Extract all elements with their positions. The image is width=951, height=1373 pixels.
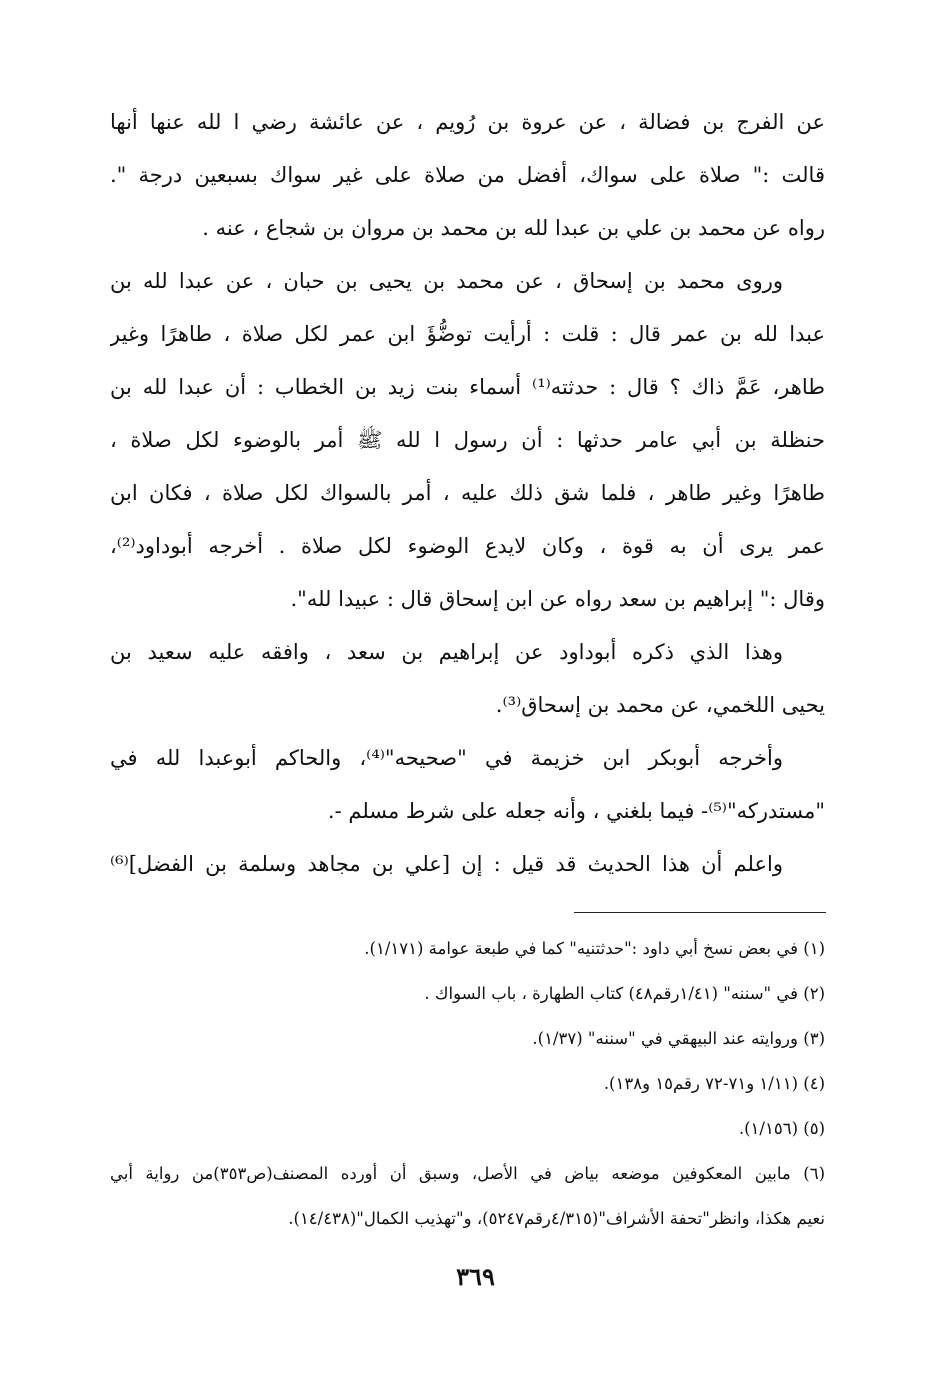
text-line: طاهرًا وغير طاهر ، فلما شق ذلك عليه ، أمر بالسواك لكل صلاة ، فكان ابن [110,481,825,505]
text-line: وقال :" إبراهيم بن سعد رواه عن ابن إسحاق قال : عبيدا لله". [290,587,825,611]
text-line: عن الفرج بن فضالة ، عن عروة بن رُويم ، عن عائشة رضي ا لله عنها أنها [110,110,825,134]
footnote-separator [574,912,826,913]
text-line: يحيى اللخمي، عن محمد بن إسحاق⁽³⁾. [495,693,825,717]
text-line: حنظلة بن أبي عامر حدثها : أن رسول ا لله ﷺ أمر بالوضوء لكل صلاة ، [110,428,825,452]
footnote: (٢) في "سننه" (١/٤١رقم٤٨) كتاب الطهارة ، باب السواك . [424,984,825,1003]
footnote: (٣) وروايته عند البيهقي في "سننه" (١/٣٧). [532,1029,825,1048]
footnote: (١) في بعض نسخ أبي داود :"حدثتنيه" كما في طبعة عوامة (١/١٧١). [364,939,825,958]
text-line: عمر يرى أن به قوة ، وكان لايدع الوضوء لكل صلاة . أخرجه أبوداود⁽²⁾، [110,534,825,558]
main-text [110,96,825,891]
text-line: "مستدركه"⁽⁵⁾- فيما بلغني ، وأنه جعله على شرط مسلم -. [327,799,825,823]
footnote-continuation: نعيم هكذا، وانظر"تحفة الأشراف"(٤/٣١٥رقم٥٢٤٧)، و"تهذيب الكمال"(١٤/٤٣٨). [288,1209,825,1228]
text-line: عبدا لله بن عمر قال : قلت : أرأيت توضُّؤَ ابن عمر لكل صلاة ، طاهرًا وغير [110,322,825,346]
text-line: قالت :" صلاة على سواك، أفضل من صلاة على غير سواك بسبعين درجة ". [110,163,825,187]
footnote: (٦) مابين المعكوفين موضعه بياض في الأصل، وسبق أن أورده المصنف(ص٣٥٣)من رواية أبي [110,1164,825,1183]
footnotes [110,926,825,1241]
text-line: وأخرجه أبوبكر ابن خزيمة في "صحيحه"⁽⁴⁾، والحاكم أبوعبدا لله في [110,746,783,770]
footnote: (٤) (١/١١ و٧١-٧٢ رقم١٥ و١٣٨). [603,1074,825,1093]
text-line: وهذا الذي ذكره أبوداود عن إبراهيم بن سعد ، وافقه عليه سعيد بن [110,640,783,664]
text-line: طاهر، عَمَّ ذاك ؟ قال : حدثته⁽¹⁾ أسماء بنت زيد بن الخطاب : أن عبدا لله بن [110,375,825,399]
page-number: ٣٦٩ [456,1262,495,1291]
text-line: واعلم أن هذا الحديث قد قيل : إن [علي بن مجاهد وسلمة بن الفضل]⁽⁶⁾ [110,852,783,876]
text-line: رواه عن محمد بن علي بن عبدا لله بن محمد بن مروان بن شجاع ، عنه . [202,216,825,240]
text-line: وروى محمد بن إسحاق ، عن محمد بن يحيى بن حبان ، عن عبدا لله بن [110,269,783,293]
footnote: (٥) (١/١٥٦). [738,1119,825,1138]
